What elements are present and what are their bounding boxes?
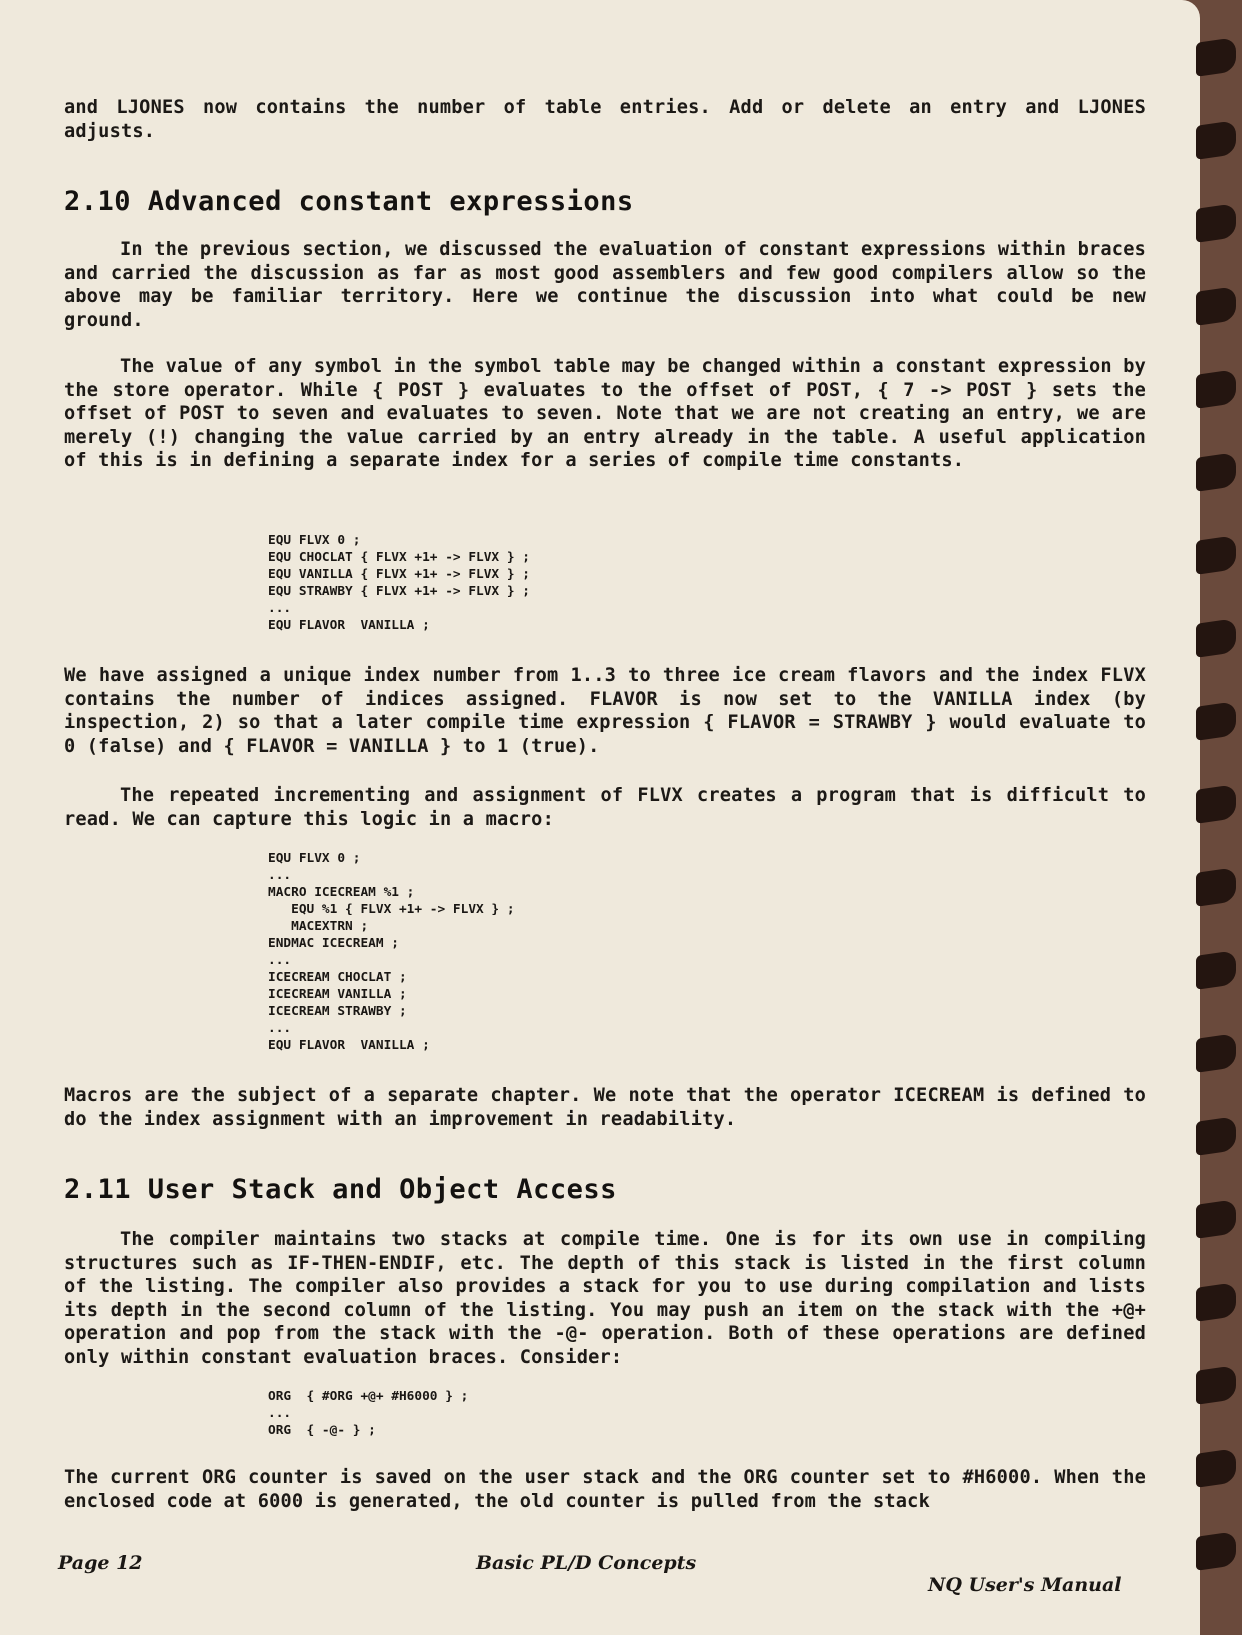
section-2-10-paragraph-2: The value of any symbol in the symbol table may be changed within a constant expression by the store operator. While { POST } evaluates to the offset of POST, { 7 -> POST } sets the offset of POST to seven and evaluates to seven. Note that we are not creating an entry, we are merely (!) changing the value carried by an entry already in the table. A useful application of this is in defining a separate index for a series of compile time constants. (64, 356, 1146, 471)
section-2-10-paragraph-3: We have assigned a unique index number from 1..3 to three ice cream flavors and the index FLVX contains the number of indices assigned. FLAVOR is now set to the VANILLA index (by inspection, 2) so that a later compile time expression { FLAVOR = STRAWBY } would evaluate to 0 (false) and { FLAVOR = VANILLA } to 1 (true). (64, 665, 1146, 757)
code-line: ... (268, 953, 292, 968)
code-line: ORG { #ORG +@+ #H6000 } ; (268, 1389, 469, 1404)
code-line: EQU %1 { FLVX +1+ -> FLVX } ; (268, 902, 515, 917)
intro-paragraph: and LJONES now contains the number of table entries. Add or delete an entry and LJONES adjusts. (64, 97, 1146, 142)
spiral-coil (1196, 1199, 1236, 1239)
spiral-coil (1196, 120, 1236, 160)
code-line: EQU FLAVOR VANILLA ; (268, 618, 430, 633)
footer-manual-title: NQ User's Manual (928, 1574, 1122, 1596)
spiral-coil (1196, 369, 1236, 409)
spiral-coil (1196, 784, 1236, 824)
section-heading-2-11: 2.11 User Stack and Object Access (64, 1174, 617, 1205)
section-2-11-paragraph-2: The current ORG counter is saved on the user stack and the ORG counter set to #H6000. When the enclosed code at 6000 is generated, the old counter is pulled from the stack (64, 1467, 1146, 1512)
section-heading-2-10: 2.10 Advanced constant expressions (64, 186, 634, 217)
section-2-10-paragraph-4: The repeated incrementing and assignment of FLVX creates a program that is difficult to read. We can capture this logic in a macro: (64, 785, 1146, 830)
code-line: ... (268, 601, 292, 616)
section-2-10-paragraph-1: In the previous section, we discussed the evaluation of constant expressions within braces and carried the discussion as far as most good assemblers and few good compilers allow so the above may be familiar territory. Here we continue the discussion into what could be new ground. (64, 239, 1146, 331)
spiral-binding (1196, 0, 1242, 1635)
code-block-org-stack (268, 1388, 468, 1439)
spiral-coil (1196, 535, 1236, 575)
spiral-coil (1196, 452, 1236, 492)
spiral-coil (1196, 618, 1236, 658)
code-line: ... (268, 868, 292, 883)
footer-page-number: Page 12 (58, 1552, 143, 1574)
spiral-coil (1196, 950, 1236, 990)
spiral-coil (1196, 1282, 1236, 1322)
code-line: ... (268, 1406, 292, 1421)
spiral-coil (1196, 203, 1236, 243)
spiral-coil (1196, 701, 1236, 741)
code-line: EQU VANILLA { FLVX +1+ -> FLVX } ; (268, 567, 530, 582)
spiral-coil (1196, 1033, 1236, 1073)
code-line: EQU CHOCLAT { FLVX +1+ -> FLVX } ; (268, 550, 530, 565)
spiral-coil (1196, 867, 1236, 907)
spiral-coil (1196, 1365, 1236, 1405)
code-line: ICECREAM VANILLA ; (268, 987, 407, 1002)
code-block-flavor-equates (268, 532, 530, 634)
code-line: ... (268, 1021, 292, 1036)
code-line: MACEXTRN ; (268, 919, 369, 934)
code-line: EQU STRAWBY { FLVX +1+ -> FLVX } ; (268, 584, 530, 599)
spiral-coil (1196, 1448, 1236, 1488)
section-2-11-paragraph-1: The compiler maintains two stacks at compile time. One is for its own use in compiling structures such as IF-THEN-ENDIF, etc. The depth of this stack is listed in the first column of the listing. The compiler also provides a stack for you to use during compilation and lists its depth in the second column of the listing. You may push an item on the stack with the +@+ operation and pop from the stack with the -@- operation. Both of these operations are defined only within constant evaluation braces. Consider: (64, 1229, 1146, 1368)
code-line: EQU FLAVOR VANILLA ; (268, 1038, 430, 1053)
code-line: ENDMAC ICECREAM ; (268, 936, 399, 951)
footer-chapter-title: Basic PL/D Concepts (476, 1552, 697, 1574)
code-line: EQU FLVX 0 ; (268, 533, 361, 548)
code-block-icecream-macro (268, 850, 515, 1054)
code-line: ICECREAM CHOCLAT ; (268, 970, 407, 985)
spiral-coil (1196, 1116, 1236, 1156)
code-line: EQU FLVX 0 ; (268, 851, 361, 866)
section-2-10-paragraph-5: Macros are the subject of a separate chapter. We note that the operator ICECREAM is defined to do the index assignment with an improvement in readability. (64, 1085, 1146, 1130)
spiral-coil (1196, 286, 1236, 326)
spiral-coil (1196, 1531, 1236, 1571)
code-line: ORG { -@- } ; (268, 1423, 376, 1438)
spiral-coil (1196, 37, 1236, 77)
code-line: MACRO ICECREAM %1 ; (268, 885, 415, 900)
code-line: ICECREAM STRAWBY ; (268, 1004, 407, 1019)
